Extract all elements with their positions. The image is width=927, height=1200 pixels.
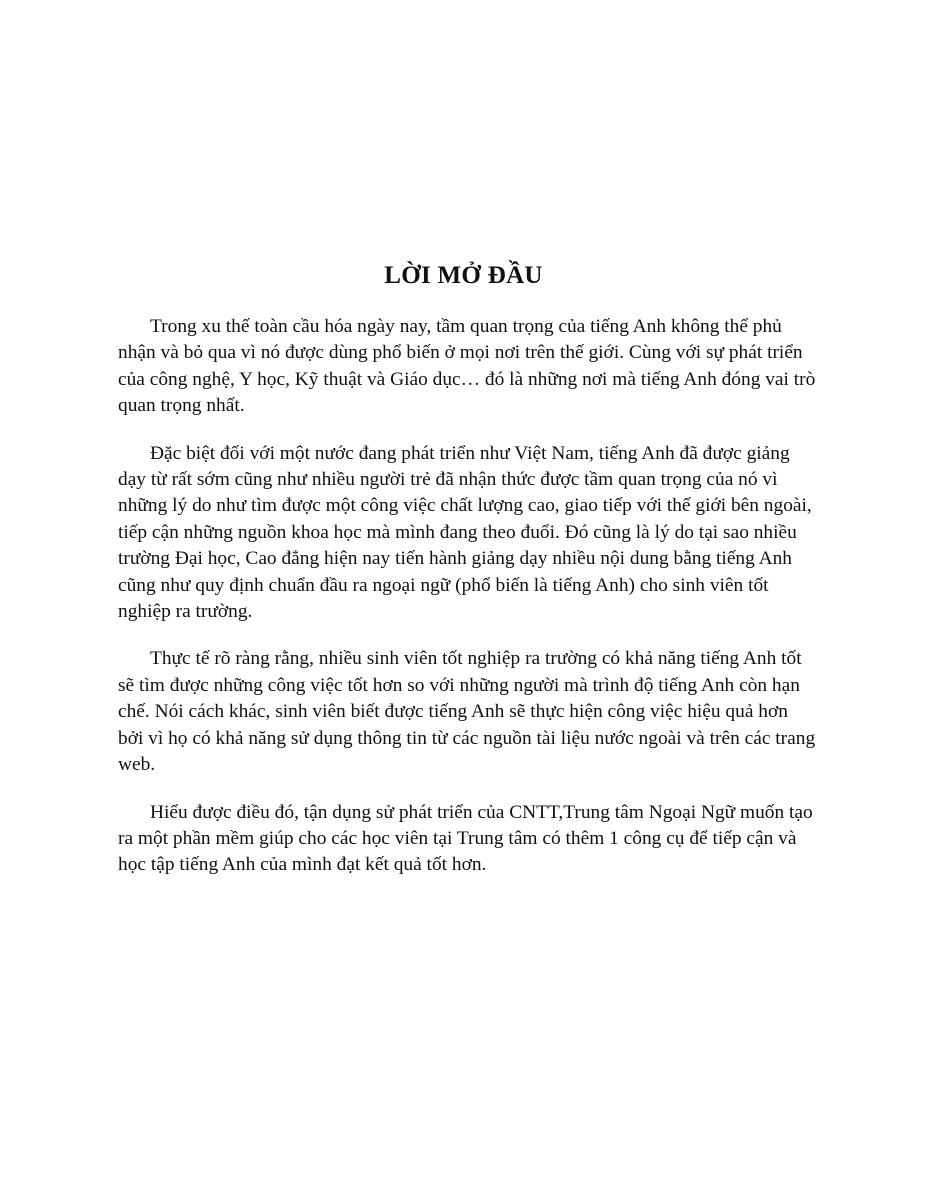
paragraph-2: Đặc biệt đối với một nước đang phát triển như Việt Nam, tiếng Anh đã được giảng dạy từ rất sớm cũng như nhiều người trẻ đã nhận thức được tầm quan trọng của nó vì những lý do như tìm được một công việc chất lượng cao, giao tiếp với thế giới bên ngoài, tiếp cận những nguồn khoa học mà mình đang theo đuổi. Đó cũng là lý do tại sao nhiều trường Đại học, Cao đẳng hiện nay tiến hành giảng dạy nhiều nội dung bằng tiếng Anh cũng như quy định chuẩn đầu ra ngoại ngữ (phổ biến là tiếng Anh) cho sinh viên tốt nghiệp ra trường. — [118, 442, 812, 623]
page-title: LỜI MỞ ĐẦU — [384, 262, 543, 289]
paragraph-1: Trong xu thế toàn cầu hóa ngày nay, tầm quan trọng của tiếng Anh không thể phủ nhận và bỏ qua vì nó được dùng phổ biến ở mọi nơi trên thế giới. Cùng với sự phát triển của công nghệ, Y học, Kỹ thuật và Giáo dục… đó là những nơi mà tiếng Anh đóng vai trò quan trọng nhất. — [118, 316, 816, 417]
paragraph-4: Hiểu được điều đó, tận dụng sử phát triển của CNTT,Trung tâm Ngoại Ngữ muốn tạo ra một phần mềm giúp cho các học viên tại Trung tâm có thêm 1 công cụ để tiếp cận và học tập tiếng Anh của mình đạt kết quả tốt hơn. — [118, 801, 813, 876]
document-body — [118, 314, 818, 900]
paragraph-3: Thực tế rõ ràng rằng, nhiều sinh viên tốt nghiệp ra trường có khả năng tiếng Anh tốt sẽ tìm được những công việc tốt hơn so với những người mà trình độ tiếng Anh còn hạn chế. Nói cách khác, sinh viên biết được tiếng Anh sẽ thực hiện công việc hiệu quả hơn bởi vì họ có khả năng sử dụng thông tin từ các nguồn tài liệu nước ngoài và trên các trang web. — [118, 648, 816, 776]
